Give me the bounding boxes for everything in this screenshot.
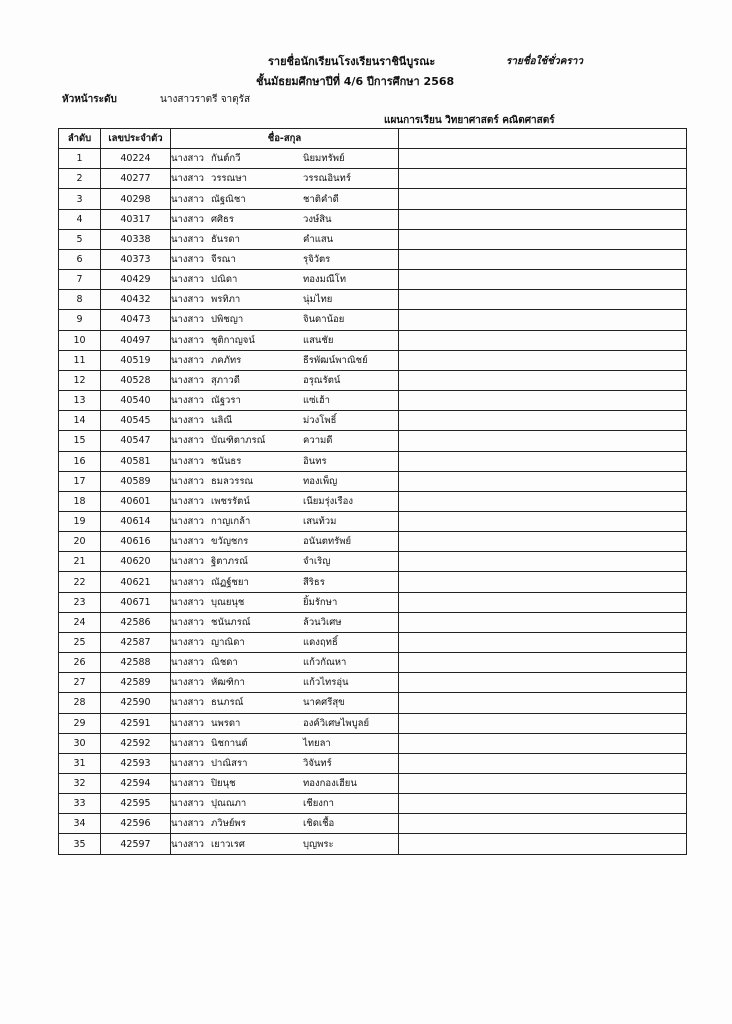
student-name-cell	[171, 572, 399, 592]
name-prefix: นางสาว	[171, 153, 204, 165]
student-name-cell	[171, 612, 399, 632]
student-name-cell	[171, 632, 399, 652]
table-row	[59, 532, 687, 552]
student-name-cell	[171, 451, 399, 471]
blank-cell	[399, 834, 687, 854]
surname: แดงฤทธิ์	[303, 636, 338, 648]
name-prefix: นางสาว	[171, 516, 204, 528]
row-number: 1	[59, 149, 101, 169]
table-row	[59, 834, 687, 854]
student-name-cell	[171, 713, 399, 733]
blank-cell	[399, 753, 687, 773]
surname: วิจันทร์	[303, 757, 332, 769]
row-number: 33	[59, 794, 101, 814]
surname: ชาติคำดี	[303, 193, 339, 205]
name-prefix: นางสาว	[171, 374, 204, 386]
table-row	[59, 411, 687, 431]
column-header-number: ลำดับ	[59, 129, 101, 149]
name-prefix: นางสาว	[171, 556, 204, 568]
name-prefix: นางสาว	[171, 173, 204, 185]
student-id: 42591	[101, 713, 171, 733]
document-title: รายชื่อนักเรียนโรงเรียนราชินีบูรณะ	[268, 55, 436, 68]
blank-cell	[399, 451, 687, 471]
table-row	[59, 229, 687, 249]
row-number: 10	[59, 330, 101, 350]
table-row	[59, 511, 687, 531]
row-number: 25	[59, 632, 101, 652]
blank-cell	[399, 229, 687, 249]
name-prefix: นางสาว	[171, 495, 204, 507]
blank-cell	[399, 249, 687, 269]
temporary-list-note: รายชื่อใช้ชั่วคราว	[506, 56, 584, 67]
table-row	[59, 169, 687, 189]
column-header-student-id: เลขประจำตัว	[101, 129, 171, 149]
student-id: 40473	[101, 310, 171, 330]
blank-cell	[399, 532, 687, 552]
blank-cell	[399, 209, 687, 229]
student-id: 40277	[101, 169, 171, 189]
name-prefix: นางสาว	[171, 314, 204, 326]
blank-cell	[399, 169, 687, 189]
given-name: วรรณษา	[211, 173, 247, 185]
student-name-cell	[171, 794, 399, 814]
row-number: 14	[59, 411, 101, 431]
student-name-cell	[171, 149, 399, 169]
student-name-cell	[171, 753, 399, 773]
row-number: 22	[59, 572, 101, 592]
name-prefix: นางสาว	[171, 294, 204, 306]
surname: แก้วกัณหา	[303, 657, 347, 669]
student-id: 40298	[101, 189, 171, 209]
surname: เชิดเชื้อ	[303, 818, 335, 830]
table-row	[59, 693, 687, 713]
name-prefix: นางสาว	[171, 576, 204, 588]
row-number: 32	[59, 774, 101, 794]
student-id: 40671	[101, 592, 171, 612]
student-name-cell	[171, 834, 399, 854]
table-row	[59, 612, 687, 632]
given-name: นพรดา	[211, 717, 241, 729]
blank-cell	[399, 270, 687, 290]
student-roster-table	[58, 128, 687, 855]
student-name-cell	[171, 249, 399, 269]
surname: รุจิวัตร	[303, 254, 331, 266]
given-name: ภคภัทร	[211, 354, 242, 366]
student-name-cell	[171, 411, 399, 431]
given-name: ปณิดา	[211, 274, 238, 286]
student-name-cell	[171, 330, 399, 350]
surname: แสนชัย	[303, 334, 334, 346]
given-name: ปพิชญา	[211, 314, 244, 326]
surname: บุญพระ	[303, 838, 334, 850]
student-name-cell	[171, 673, 399, 693]
given-name: พรทิภา	[211, 294, 241, 306]
blank-cell	[399, 814, 687, 834]
student-id: 40432	[101, 290, 171, 310]
student-id: 42597	[101, 834, 171, 854]
name-prefix: นางสาว	[171, 354, 204, 366]
student-id: 42595	[101, 794, 171, 814]
student-name-cell	[171, 431, 399, 451]
table-row	[59, 713, 687, 733]
table-row	[59, 794, 687, 814]
given-name: จีรณา	[211, 254, 236, 266]
surname: จินดาน้อย	[303, 314, 345, 326]
table-row	[59, 370, 687, 390]
blank-cell	[399, 733, 687, 753]
student-id: 42593	[101, 753, 171, 773]
student-name-cell	[171, 370, 399, 390]
given-name: ณัฏฐ์ชยา	[211, 576, 249, 588]
given-name: นิชกานต์	[211, 737, 248, 749]
blank-cell	[399, 612, 687, 632]
blank-cell	[399, 350, 687, 370]
row-number: 35	[59, 834, 101, 854]
surname: คำแสน	[303, 233, 334, 245]
row-number: 19	[59, 511, 101, 531]
student-id: 40317	[101, 209, 171, 229]
student-id: 40528	[101, 370, 171, 390]
surname: นิยมทรัพย์	[303, 153, 345, 165]
student-name-cell	[171, 229, 399, 249]
student-name-cell	[171, 774, 399, 794]
given-name: ชนันธร	[211, 455, 242, 467]
name-prefix: นางสาว	[171, 395, 204, 407]
name-prefix: นางสาว	[171, 213, 204, 225]
given-name: ธันรดา	[211, 233, 240, 245]
given-name: ปิยนุช	[211, 778, 236, 790]
student-id: 40224	[101, 149, 171, 169]
name-prefix: นางสาว	[171, 233, 204, 245]
blank-cell	[399, 189, 687, 209]
row-number: 26	[59, 653, 101, 673]
given-name: ปาณิสรา	[211, 757, 248, 769]
given-name: บุณยนุช	[211, 596, 245, 608]
student-id: 40519	[101, 350, 171, 370]
student-name-cell	[171, 653, 399, 673]
student-name-cell	[171, 532, 399, 552]
table-row	[59, 774, 687, 794]
student-id: 42589	[101, 673, 171, 693]
blank-cell	[399, 310, 687, 330]
blank-cell	[399, 794, 687, 814]
table-row	[59, 814, 687, 834]
blank-cell	[399, 673, 687, 693]
given-name: นลิณี	[211, 415, 233, 427]
column-header-full-name: ชื่อ-สกุล	[171, 129, 399, 149]
blank-cell	[399, 552, 687, 572]
student-id: 42592	[101, 733, 171, 753]
given-name: ธนภรณ์	[211, 697, 244, 709]
row-number: 18	[59, 491, 101, 511]
name-prefix: นางสาว	[171, 798, 204, 810]
given-name: ฐิตาภรณ์	[211, 556, 248, 568]
student-id: 40338	[101, 229, 171, 249]
student-id: 42594	[101, 774, 171, 794]
row-number: 6	[59, 249, 101, 269]
blank-cell	[399, 411, 687, 431]
table-row	[59, 249, 687, 269]
student-id: 42587	[101, 632, 171, 652]
given-name: ชนันภรณ์	[211, 616, 251, 628]
blank-cell	[399, 592, 687, 612]
table-row	[59, 189, 687, 209]
student-id: 40621	[101, 572, 171, 592]
student-id: 40545	[101, 411, 171, 431]
student-id: 40540	[101, 391, 171, 411]
row-number: 12	[59, 370, 101, 390]
row-number: 30	[59, 733, 101, 753]
given-name: หัฒฑิกา	[211, 677, 245, 689]
blank-cell	[399, 653, 687, 673]
table-row	[59, 149, 687, 169]
name-prefix: นางสาว	[171, 415, 204, 427]
given-name: ณัฐณิชา	[211, 193, 246, 205]
blank-cell	[399, 471, 687, 491]
student-id: 40614	[101, 511, 171, 531]
student-name-cell	[171, 391, 399, 411]
table-row	[59, 592, 687, 612]
surname: วงษ์สิน	[303, 213, 332, 225]
row-number: 17	[59, 471, 101, 491]
blank-cell	[399, 491, 687, 511]
row-number: 8	[59, 290, 101, 310]
name-prefix: นางสาว	[171, 274, 204, 286]
student-id: 40581	[101, 451, 171, 471]
name-prefix: นางสาว	[171, 838, 204, 850]
table-row	[59, 330, 687, 350]
table-header-row	[59, 129, 687, 149]
blank-cell	[399, 511, 687, 531]
name-prefix: นางสาว	[171, 254, 204, 266]
name-prefix: นางสาว	[171, 657, 204, 669]
student-id: 42596	[101, 814, 171, 834]
student-id: 40373	[101, 249, 171, 269]
name-prefix: นางสาว	[171, 636, 204, 648]
given-name: สุภาวดี	[211, 374, 240, 386]
name-prefix: นางสาว	[171, 596, 204, 608]
student-name-cell	[171, 350, 399, 370]
blank-cell	[399, 632, 687, 652]
given-name: ญาณิดา	[211, 636, 245, 648]
row-number: 34	[59, 814, 101, 834]
student-name-cell	[171, 169, 399, 189]
given-name: ภวิษย์พร	[211, 818, 246, 830]
name-prefix: นางสาว	[171, 616, 204, 628]
blank-cell	[399, 290, 687, 310]
student-name-cell	[171, 270, 399, 290]
surname: แก้วไทรอุ่น	[303, 677, 349, 689]
surname: อรุณรัตน์	[303, 374, 341, 386]
row-number: 29	[59, 713, 101, 733]
student-id: 40620	[101, 552, 171, 572]
given-name: ธมลวรรณ	[211, 475, 254, 487]
student-name-cell	[171, 511, 399, 531]
student-name-cell	[171, 310, 399, 330]
study-program: แผนการเรียน วิทยาศาสตร์ คณิตศาสตร์	[384, 115, 555, 126]
surname: เชียงกา	[303, 798, 334, 810]
row-number: 27	[59, 673, 101, 693]
level-head-label: หัวหน้าระดับ	[62, 94, 117, 105]
row-number: 24	[59, 612, 101, 632]
name-prefix: นางสาว	[171, 818, 204, 830]
surname: สีริธร	[303, 576, 325, 588]
student-name-cell	[171, 733, 399, 753]
table-row	[59, 310, 687, 330]
row-number: 4	[59, 209, 101, 229]
given-name: ณิชดา	[211, 657, 238, 669]
blank-cell	[399, 330, 687, 350]
surname: เสนท้วม	[303, 516, 337, 528]
surname: จำเริญ	[303, 556, 331, 568]
table-row	[59, 572, 687, 592]
given-name: กาญเกล้า	[211, 516, 251, 528]
table-row	[59, 491, 687, 511]
table-row	[59, 391, 687, 411]
table-row	[59, 471, 687, 491]
class-year-subtitle: ชั้นมัธยมศึกษาปีที่ 4/6 ปีการศึกษา 2568	[256, 75, 455, 88]
surname: นุ่มไทย	[303, 294, 333, 306]
row-number: 3	[59, 189, 101, 209]
student-name-cell	[171, 491, 399, 511]
surname: แซ่เฮ้า	[303, 395, 330, 407]
row-number: 20	[59, 532, 101, 552]
name-prefix: นางสาว	[171, 717, 204, 729]
student-name-cell	[171, 209, 399, 229]
surname: ม่วงโพธิ์	[303, 415, 337, 427]
row-number: 9	[59, 310, 101, 330]
name-prefix: นางสาว	[171, 435, 204, 447]
table-row	[59, 673, 687, 693]
student-name-cell	[171, 592, 399, 612]
surname: อนันตทรัพย์	[303, 536, 352, 548]
student-name-cell	[171, 814, 399, 834]
student-id: 40589	[101, 471, 171, 491]
table-row	[59, 733, 687, 753]
surname: ทองกองเฮียน	[303, 778, 357, 790]
blank-cell	[399, 149, 687, 169]
row-number: 13	[59, 391, 101, 411]
student-id: 42588	[101, 653, 171, 673]
table-row	[59, 451, 687, 471]
name-prefix: นางสาว	[171, 757, 204, 769]
row-number: 31	[59, 753, 101, 773]
level-head-name: นางสาวราตรี จาตุรัส	[160, 94, 251, 105]
surname: องค์วิเศษไพบูลย์	[303, 717, 370, 729]
given-name: เพชรรัตน์	[211, 495, 250, 507]
student-id: 42590	[101, 693, 171, 713]
student-name-cell	[171, 290, 399, 310]
row-number: 16	[59, 451, 101, 471]
name-prefix: นางสาว	[171, 778, 204, 790]
name-prefix: นางสาว	[171, 193, 204, 205]
surname: ความดี	[303, 435, 333, 447]
blank-cell	[399, 391, 687, 411]
row-number: 15	[59, 431, 101, 451]
given-name: ศศิธร	[211, 213, 234, 225]
name-prefix: นางสาว	[171, 697, 204, 709]
name-prefix: นางสาว	[171, 455, 204, 467]
surname: นาคศรีสุข	[303, 697, 345, 709]
blank-cell	[399, 431, 687, 451]
student-name-cell	[171, 189, 399, 209]
surname: อินทร	[303, 455, 327, 467]
name-prefix: นางสาว	[171, 536, 204, 548]
student-id: 40497	[101, 330, 171, 350]
student-id: 40601	[101, 491, 171, 511]
blank-cell	[399, 774, 687, 794]
student-id: 40547	[101, 431, 171, 451]
student-name-cell	[171, 693, 399, 713]
row-number: 21	[59, 552, 101, 572]
blank-cell	[399, 370, 687, 390]
row-number: 2	[59, 169, 101, 189]
given-name: ขวัญชกร	[211, 536, 249, 548]
roster-body	[59, 149, 687, 854]
blank-cell	[399, 713, 687, 733]
surname: ทองมณีโท	[303, 274, 347, 286]
surname: ทองเพ็ญ	[303, 475, 338, 487]
table-row	[59, 209, 687, 229]
surname: ล้วนวิเศษ	[303, 616, 342, 628]
row-number: 11	[59, 350, 101, 370]
name-prefix: นางสาว	[171, 475, 204, 487]
given-name: ชุติกาญจน์	[211, 334, 255, 346]
name-prefix: นางสาว	[171, 334, 204, 346]
surname: เนียมรุ่งเรือง	[303, 495, 354, 507]
given-name: ปุณณภา	[211, 798, 247, 810]
table-row	[59, 290, 687, 310]
student-id: 42586	[101, 612, 171, 632]
student-name-cell	[171, 552, 399, 572]
row-number: 7	[59, 270, 101, 290]
table-row	[59, 270, 687, 290]
student-name-cell	[171, 471, 399, 491]
row-number: 28	[59, 693, 101, 713]
blank-cell	[399, 693, 687, 713]
given-name: บัณฑิตาภรณ์	[211, 435, 266, 447]
blank-cell	[399, 572, 687, 592]
row-number: 5	[59, 229, 101, 249]
column-header-blank	[399, 129, 687, 149]
student-id: 40616	[101, 532, 171, 552]
table-row	[59, 753, 687, 773]
name-prefix: นางสาว	[171, 677, 204, 689]
student-id: 40429	[101, 270, 171, 290]
surname: วรรณอินทร์	[303, 173, 351, 185]
table-row	[59, 552, 687, 572]
name-prefix: นางสาว	[171, 737, 204, 749]
surname: ยิ้มรักษา	[303, 596, 338, 608]
table-row	[59, 350, 687, 370]
given-name: ณัฐวรา	[211, 395, 241, 407]
table-row	[59, 431, 687, 451]
given-name: กันต์กวี	[211, 153, 241, 165]
surname: ธีรพัฒน์พาณิชย์	[303, 354, 368, 366]
row-number: 23	[59, 592, 101, 612]
table-row	[59, 653, 687, 673]
surname: ไทยลา	[303, 737, 331, 749]
given-name: เยาวเรศ	[211, 838, 245, 850]
table-row	[59, 632, 687, 652]
